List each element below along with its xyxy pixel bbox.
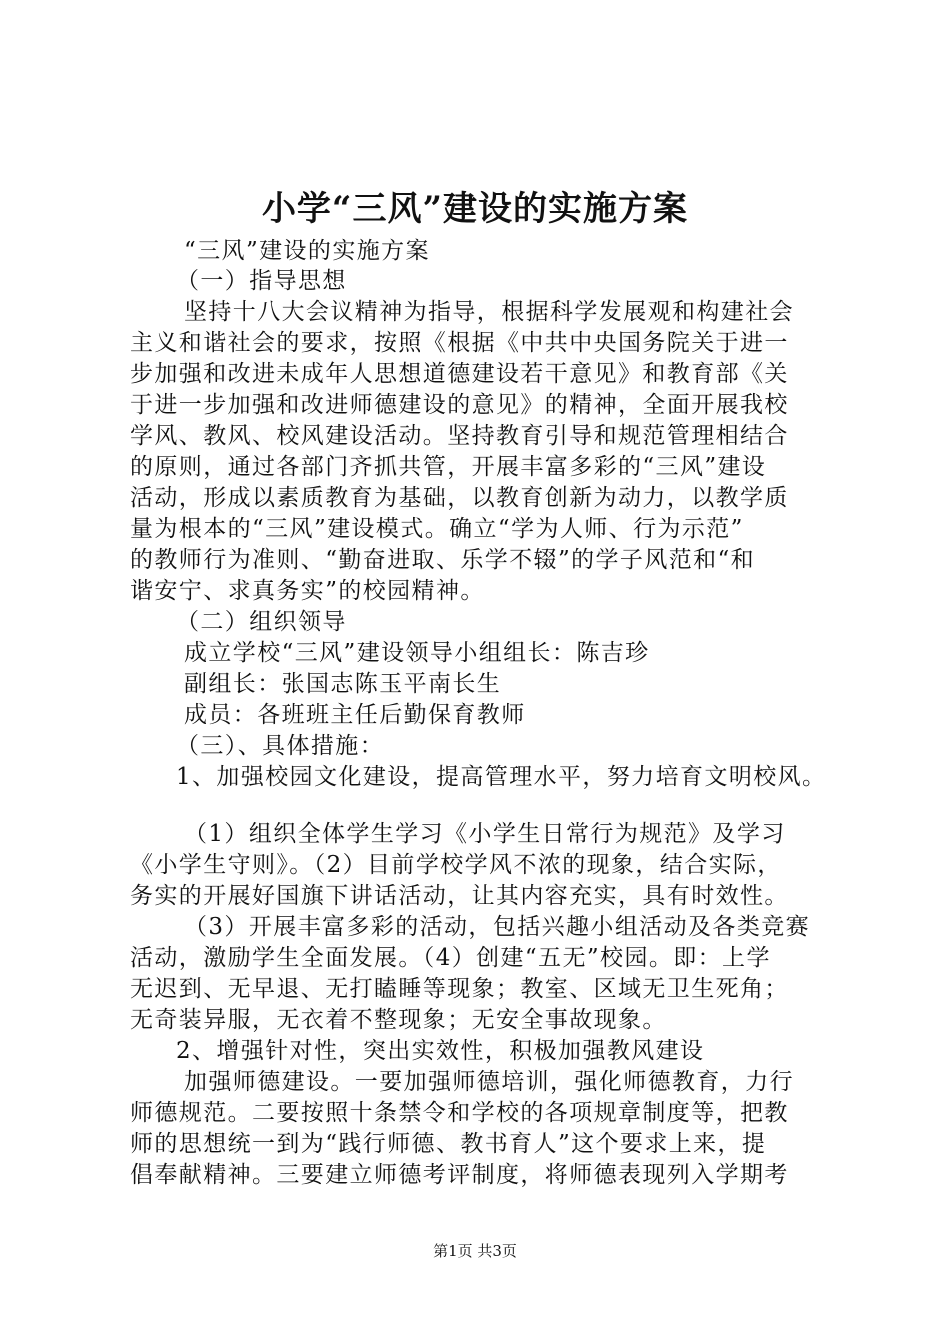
paragraph-line: 师德规范。二要按照十条禁令和学校的各项规章制度等，把教 — [130, 1100, 789, 1126]
paragraph-line: 《小学生守则》。（2）目前学校学风不浓的现象，结合实际， — [130, 852, 782, 878]
section-heading-4: 2、增强针对性，突出实效性，积极加强教风建设 — [176, 1038, 705, 1064]
paragraph-line: 加强师德建设。一要加强师德培训，强化师德教育，力行 — [184, 1069, 794, 1095]
paragraph-line: 倡奉献精神。三要建立师德考评制度，将师德表现列入学期考 — [130, 1162, 789, 1188]
document-title: 小学“三风”建设的实施方案 — [261, 189, 689, 229]
page-indicator: 第1页 共3页 — [433, 1242, 517, 1260]
paragraph-line: （1）组织全体学生学习《小学生日常行为规范》及学习 — [184, 821, 786, 847]
paragraph-line: 学风、教风、校风建设活动。坚持教育引导和规范管理相结合 — [130, 423, 789, 449]
paragraph-line: 无迟到、无早退、无打瞌睡等现象；教室、区域无卫生死角； — [130, 976, 789, 1002]
paragraph-line: 成员：各班班主任后勤保育教师 — [184, 702, 526, 728]
paragraph-line: 副组长：张国志陈玉平南长生 — [184, 671, 502, 697]
subtitle-line: “三风”建设的实施方案 — [184, 238, 430, 264]
paragraph-line: 师的思想统一到为“践行师德、教书育人”这个要求上来，提 — [130, 1131, 767, 1157]
paragraph-line: 无奇装异服，无衣着不整现象；无安全事故现象。 — [130, 1007, 667, 1033]
paragraph-line: 活动，激励学生全面发展。（4）创建“五无”校园。即：上学 — [130, 945, 771, 971]
paragraph-line: 量为根本的“三风”建设模式。确立“学为人师、行为示范” — [130, 516, 744, 542]
paragraph-line: 坚持十八大会议精神为指导，根据科学发展观和构建社会 — [184, 299, 794, 325]
paragraph-line: 的原则，通过各部门齐抓共管，开展丰富多彩的“三风”建设 — [130, 454, 767, 480]
paragraph-line: 谐安宁、求真务实”的校园精神。 — [130, 578, 485, 604]
paragraph-line: 主义和谐社会的要求，按照《根据《中共中央国务院关于进一 — [130, 330, 789, 356]
paragraph-line: （3）开展丰富多彩的活动，包括兴趣小组活动及各类竞赛 — [184, 914, 811, 940]
paragraph-line: 务实的开展好国旗下讲话活动，让其内容充实，具有时效性。 — [130, 883, 789, 909]
section-heading-1: （一）指导思想 — [176, 268, 347, 294]
paragraph-line: 于进一步加强和改进师德建设的意见》的精神，全面开展我校 — [130, 392, 789, 418]
section-heading-2: （二）组织领导 — [176, 609, 347, 635]
section-heading-3: （三）、具体措施： — [176, 733, 385, 759]
paragraph-line: 的教师行为准则、“勤奋进取、乐学不辍”的学子风范和“和 — [130, 547, 756, 573]
paragraph-line: 1、加强校园文化建设，提高管理水平，努力培育文明校风。 — [176, 764, 827, 790]
paragraph-line: 步加强和改进未成年人思想道德建设若干意见》和教育部《关 — [130, 361, 789, 387]
paragraph-line: 成立学校“三风”建设领导小组组长：陈吉珍 — [184, 640, 650, 666]
paragraph-line: 活动，形成以素质教育为基础，以教育创新为动力，以教学质 — [130, 485, 789, 511]
